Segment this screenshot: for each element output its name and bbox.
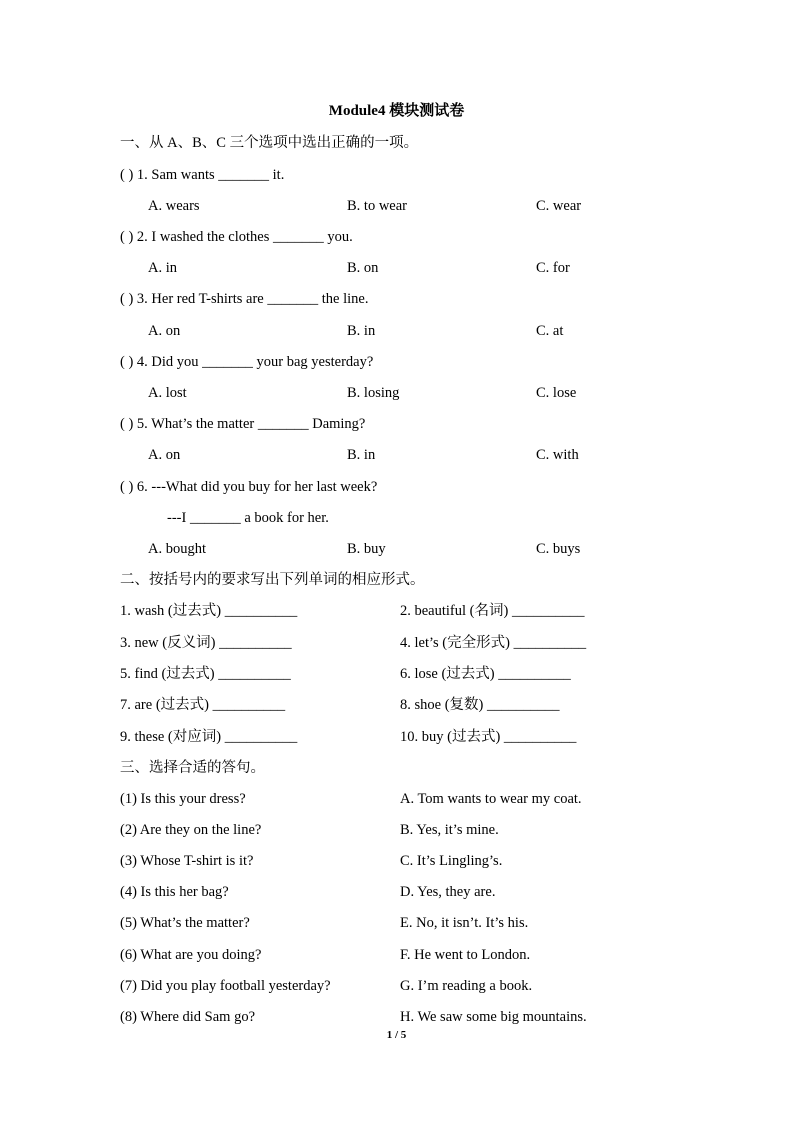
question-1-option-b: B. to wear <box>347 198 407 214</box>
section1-heading: 一、从 A、B、C 三个选项中选出正确的一项。 <box>120 135 419 151</box>
question-prompt-8: (8) Where did Sam go? <box>120 1009 256 1025</box>
question-1-stem: ( ) 1. Sam wants _______ it. <box>120 167 285 183</box>
question-1-option-a: A. wears <box>148 198 200 214</box>
word-form-item-5: 5. find (过去式) __________ <box>120 666 291 682</box>
section2-heading: 二、按括号内的要求写出下列单词的相应形式。 <box>120 572 425 588</box>
word-form-item-1: 1. wash (过去式) __________ <box>120 603 298 619</box>
question-4-option-b: B. losing <box>347 385 400 401</box>
question-5-stem: ( ) 5. What’s the matter _______ Daming? <box>120 416 366 432</box>
page-title: Module4 模块测试卷 <box>328 103 465 119</box>
answer-choice-f: F. He went to London. <box>400 947 531 963</box>
question-5-option-a: A. on <box>148 447 181 463</box>
word-form-item-8: 8. shoe (复数) __________ <box>400 697 560 713</box>
question-6-stem-reply: ---I _______ a book for her. <box>167 510 329 526</box>
question-prompt-5: (5) What’s the matter? <box>120 915 250 931</box>
question-2-stem: ( ) 2. I washed the clothes _______ you. <box>120 229 353 245</box>
question-6-option-c: C. buys <box>536 541 581 557</box>
question-2-option-a: A. in <box>148 260 177 276</box>
question-6-option-b: B. buy <box>347 541 386 557</box>
word-form-item-4: 4. let’s (完全形式) __________ <box>400 635 587 651</box>
question-6-stem: ( ) 6. ---What did you buy for her last week? <box>120 479 378 495</box>
question-prompt-3: (3) Whose T-shirt is it? <box>120 853 254 869</box>
question-3-option-a: A. on <box>148 323 181 339</box>
word-form-item-6: 6. lose (过去式) __________ <box>400 666 571 682</box>
question-4-option-c: C. lose <box>536 385 577 401</box>
question-6-option-a: A. bought <box>148 541 206 557</box>
page-number: 1 / 5 <box>386 1029 407 1041</box>
question-prompt-6: (6) What are you doing? <box>120 947 262 963</box>
question-prompt-4: (4) Is this her bag? <box>120 884 229 900</box>
word-form-item-10: 10. buy (过去式) __________ <box>400 729 577 745</box>
question-2-option-c: C. for <box>536 260 570 276</box>
answer-choice-e: E. No, it isn’t. It’s his. <box>400 915 529 931</box>
word-form-item-7: 7. are (过去式) __________ <box>120 697 286 713</box>
question-prompt-7: (7) Did you play football yesterday? <box>120 978 331 994</box>
word-form-item-3: 3. new (反义词) __________ <box>120 635 292 651</box>
question-4-option-a: A. lost <box>148 385 187 401</box>
answer-choice-d: D. Yes, they are. <box>400 884 496 900</box>
question-prompt-2: (2) Are they on the line? <box>120 822 262 838</box>
question-3-option-b: B. in <box>347 323 376 339</box>
question-1-option-c: C. wear <box>536 198 582 214</box>
question-3-option-c: C. at <box>536 323 564 339</box>
answer-choice-g: G. I’m reading a book. <box>400 978 533 994</box>
answer-choice-a: A. Tom wants to wear my coat. <box>400 791 582 807</box>
question-4-stem: ( ) 4. Did you _______ your bag yesterday? <box>120 354 374 370</box>
section3-heading: 三、选择合适的答句。 <box>120 760 265 776</box>
question-5-option-b: B. in <box>347 447 376 463</box>
answer-choice-c: C. It’s Lingling’s. <box>400 853 503 869</box>
word-form-item-2: 2. beautiful (名词) __________ <box>400 603 585 619</box>
word-form-item-9: 9. these (对应词) __________ <box>120 729 298 745</box>
question-3-stem: ( ) 3. Her red T-shirts are _______ the line. <box>120 291 369 307</box>
question-prompt-1: (1) Is this your dress? <box>120 791 246 807</box>
answer-choice-b: B. Yes, it’s mine. <box>400 822 499 838</box>
question-5-option-c: C. with <box>536 447 579 463</box>
question-2-option-b: B. on <box>347 260 379 276</box>
answer-choice-h: H. We saw some big mountains. <box>400 1009 587 1025</box>
